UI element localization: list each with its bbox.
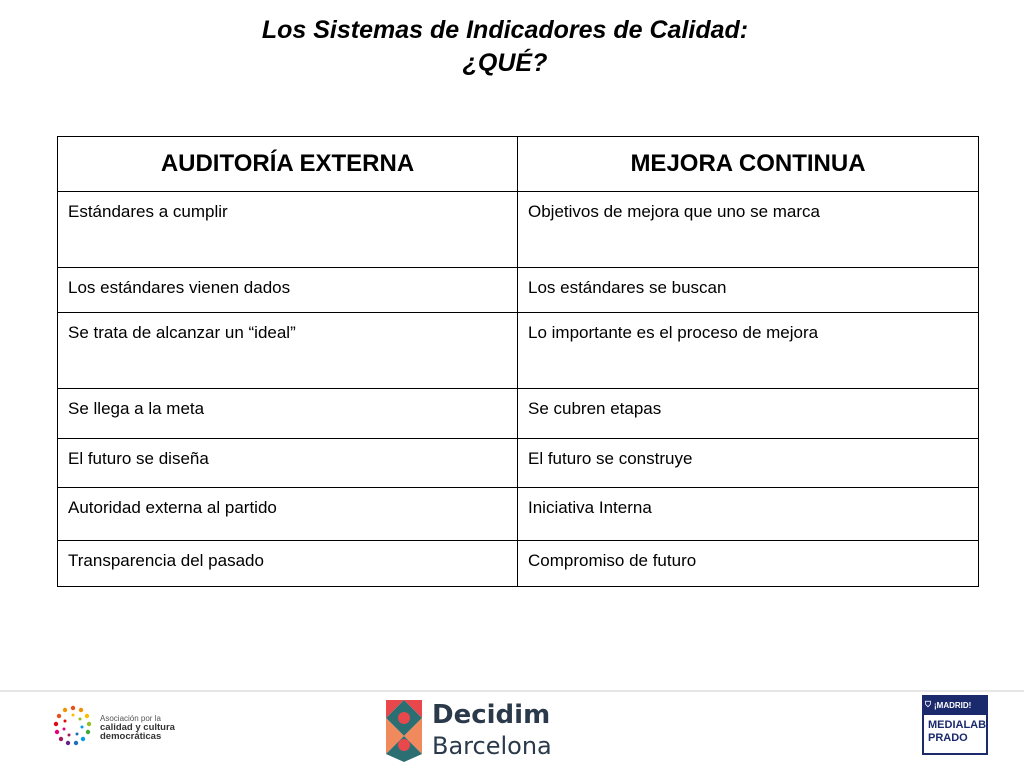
decidim-barcelona-logo — [386, 698, 556, 764]
slide-title — [0, 14, 1010, 80]
association-logo-line-2: calidad y cultura — [100, 721, 175, 733]
dots-ring-icon — [52, 704, 94, 750]
footer-divider — [0, 690, 1024, 692]
table-cell: Se cubren etapas — [518, 389, 979, 439]
association-logo-line-3: democráticas — [100, 730, 162, 742]
table-cell: El futuro se diseña — [58, 439, 518, 488]
decidim-mark-icon — [386, 700, 422, 762]
table-cell: Estándares a cumplir — [58, 192, 518, 268]
table-cell: El futuro se construye — [518, 439, 979, 488]
association-logo — [52, 700, 192, 754]
table-cell: Autoridad externa al partido — [58, 488, 518, 541]
slide-title-line-1: Los Sistemas de Indicadores de Calidad: — [261, 16, 749, 44]
medialab-prado-logo — [922, 695, 988, 761]
table-cell: Transparencia del pasado — [58, 541, 518, 587]
table-cell: Los estándares vienen dados — [58, 268, 518, 313]
table-row — [58, 389, 979, 439]
table-row — [58, 313, 979, 389]
madrid-crest-icon: ⛉ — [925, 700, 931, 709]
medialab-logo-top: ¡MADRID! — [934, 700, 972, 710]
association-logo-line-1: Asociación por la — [100, 713, 161, 723]
medialab-logo-line-2: PRADO — [928, 732, 968, 744]
table-header-row — [58, 137, 979, 192]
table-row — [58, 268, 979, 313]
table-cell: Los estándares se buscan — [518, 268, 979, 313]
table-cell: Compromiso de futuro — [518, 541, 979, 587]
table-cell: Se trata de alcanzar un “ideal” — [58, 313, 518, 389]
column-header-continuous-improvement: MEJORA CONTINUA — [518, 137, 979, 192]
table-cell: Se llega a la meta — [58, 389, 518, 439]
table-row — [58, 192, 979, 268]
table-cell: Iniciativa Interna — [518, 488, 979, 541]
table-cell: Lo importante es el proceso de mejora — [518, 313, 979, 389]
slide-title-line-2: ¿QUÉ? — [462, 49, 548, 77]
decidim-logo-word-2: Barcelona — [432, 732, 552, 760]
table-row — [58, 541, 979, 587]
column-header-external-audit: AUDITORÍA EXTERNA — [58, 137, 518, 192]
medialab-logo-line-1: MEDIALAB — [928, 719, 987, 731]
table-row — [58, 439, 979, 488]
decidim-logo-word-1: Decidim — [432, 700, 551, 730]
comparison-table — [57, 136, 979, 587]
table-row — [58, 488, 979, 541]
table-cell: Objetivos de mejora que uno se marca — [518, 192, 979, 268]
